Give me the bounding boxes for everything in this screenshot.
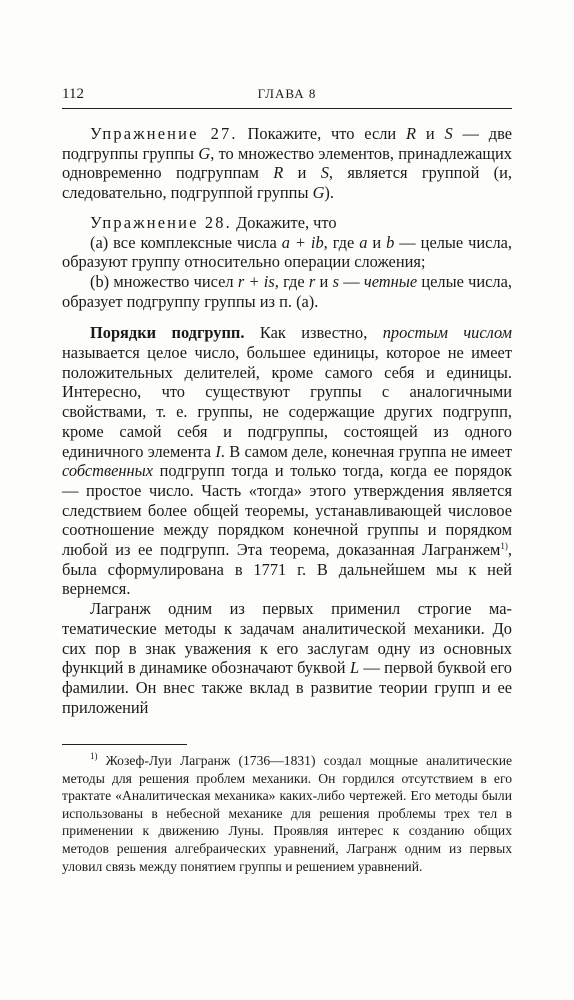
footnote-reference[interactable]: 1) — [500, 541, 508, 552]
text-run: подгрупп тогда и только тогда, когда ее порядок — простое число. Часть «тогда» этого утверждения является следствием более общей теоремы, устанавливающей числовое соотношение между порядком конечной группы и порядком любой из ее подгрупп. Эта теорема, доказанная Лагранжем — [62, 461, 512, 560]
text-run: Лагранж одним из первых применил строгие математические методы к задачам аналитической механики. До сих пор в знак уважения к его заслугам одну из основных функций в динамике обозначают буквой — [62, 599, 512, 678]
text-run: и — [367, 232, 387, 252]
text-run: и — [315, 271, 333, 291]
section-paragraph-1 — [62, 323, 512, 599]
text-run: (a) все комплексные числа — [90, 232, 282, 252]
math-var: I — [215, 441, 221, 461]
exercise-27-label: Упражнение 27. — [90, 124, 238, 143]
math-var: G — [312, 183, 325, 203]
math-var: L — [349, 658, 360, 678]
math-var: S — [320, 163, 329, 183]
emphasis: собственных — [62, 461, 154, 481]
text-run: , была сформулирована в 1771 г. В дальнейшем мы к ней вернемся. — [62, 540, 512, 599]
text-run: целые числа, образует подгруппу группы из п. (a). — [62, 271, 512, 311]
emphasis: простым числом — [382, 323, 513, 343]
text-run: , то множество элементов, принадлежащих одновременно подгруппам — [62, 143, 512, 183]
math-expr: r + is — [237, 271, 275, 291]
text-run: , где — [274, 271, 309, 291]
section-heading: Порядки подгрупп. — [90, 323, 245, 343]
footnote — [62, 752, 512, 875]
footnote-mark: 1) — [90, 751, 98, 761]
main-text — [62, 124, 512, 717]
text-run: — целые числа, образуют группу относительно операции сложения; — [62, 232, 512, 272]
math-var: S — [444, 124, 453, 143]
math-var: G — [198, 143, 211, 163]
text-run: Как известно, — [244, 323, 383, 343]
exercise-27 — [62, 124, 512, 203]
text-run: ). — [324, 183, 334, 203]
exercise-28-part-b — [62, 272, 512, 311]
running-head: ГЛАВА 8 — [257, 86, 317, 101]
math-expr: a + ib — [281, 232, 324, 252]
math-var: s — [332, 271, 339, 291]
exercise-28-part-a — [62, 233, 512, 272]
text-run: . В самом деле, конечная группа не имеет — [220, 441, 512, 461]
page-number: 112 — [62, 86, 84, 102]
text-run: , где — [323, 232, 360, 252]
header-rule — [62, 108, 512, 109]
math-var: r — [308, 271, 316, 291]
page-header — [62, 86, 512, 110]
text-run: — первой буквой его фамилии. Он внес также вклад в развитие теории групп и ее приложений — [62, 658, 513, 717]
text-run: и — [416, 124, 445, 143]
text-run: Покажите, что если — [237, 124, 407, 143]
math-var: R — [406, 124, 417, 143]
math-var: a — [359, 232, 368, 252]
emphasis: четные — [363, 271, 418, 291]
text-run: и — [283, 163, 321, 183]
text-run: — две подгруппы группы — [62, 124, 513, 163]
text-run: (b) множество чисел — [90, 271, 238, 291]
text-run: Докажите, что — [231, 212, 337, 232]
footnote-text: Жозеф-Луи Лагранж (1736—1831) создал мощные аналитические методы для решения проблем механики. Он гордился отсутствием в его трактате «Аналитическая механика» каких-либо чертежей. Его методы были использованы в небесной механике для решения проблемы трех тел в применении к движению Луны. Проявляя интерес к созданию общих методов решения алгебраических уравнений, Лагранж одним из первых уловил связь между понятием группы и решением уравнений. — [62, 753, 512, 874]
text-run: , является группой (и, следовательно, подгруппой группы — [62, 163, 513, 203]
footnote-paragraph — [62, 752, 512, 875]
exercise-28-label: Упражнение 28. — [90, 212, 232, 232]
exercise-28 — [62, 213, 512, 233]
math-var: R — [273, 163, 284, 183]
section-paragraph-2 — [62, 599, 512, 717]
text-run: называется целое число, большее единицы, которое не имеет положительных делителей, кроме самого себя и единицы. Интересно, что существуют группы с аналогичными свойствами, т. е. группы, не содержащие других подгрупп, кроме самой себя и подгруппы, состоящей из одного единичного элемента — [62, 343, 512, 461]
footnote-rule — [62, 744, 187, 745]
text-run: — — [338, 271, 364, 291]
math-var: b — [386, 232, 395, 252]
